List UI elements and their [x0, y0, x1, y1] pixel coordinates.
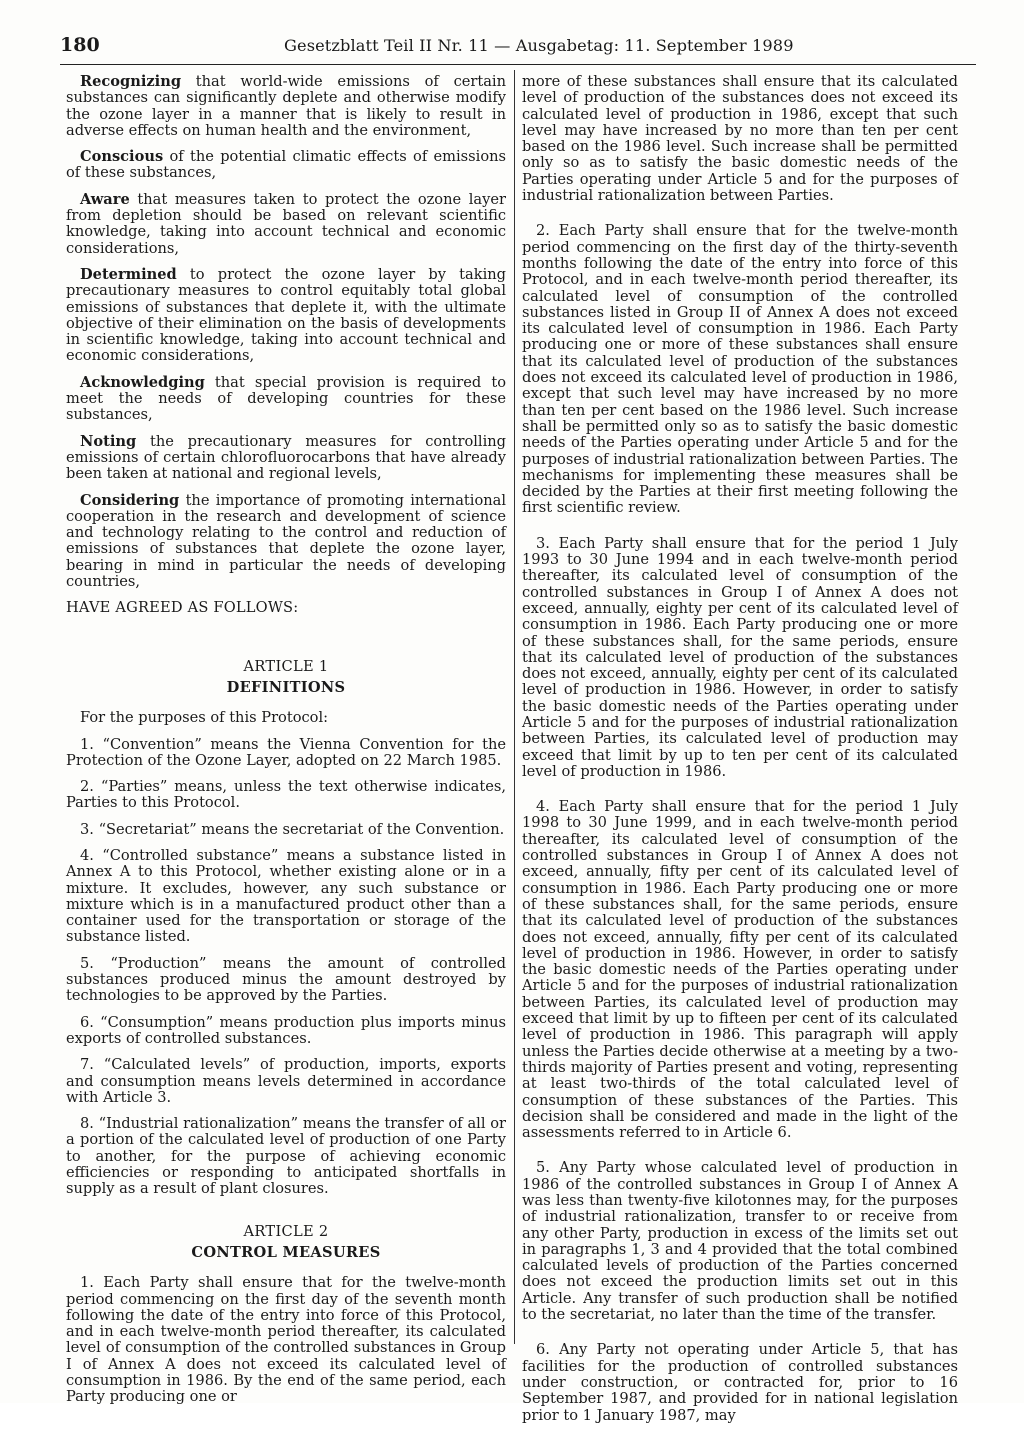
preamble-paragraph — [66, 434, 506, 483]
control-measure-paragraph: 2. Each Party shall ensure that for the twelve-month period commencing on the first day of the thirty-seventh months following the date of the entry into force of this Protocol, and in each twelve-month period thereafter, its calculated level of consumption of the controlled substances listed in Group II of Annex A does not exceed its calculated level of consumption in 1986. Each Party producing one or more of these substances shall ensure that its calculated level of production of the substances does not exceed its calculated level of production in 1986, except that such level may have increased by no more than ten per cent based on the 1986 level. Such increase shall be permitted only so as to satisfy the basic domestic needs of the Parties operating under Article 5 and for the purposes of industrial rationalization between Parties. The mechanisms for implementing these measures shall be decided by the Parties at their first meeting following the first scientific review. — [522, 222, 958, 517]
preamble-text: of the potential climatic effects of emissions of these substances, — [66, 148, 506, 182]
preamble-text: to protect the ozone layer by taking precautionary measures to control equitably total global emissions of substances that deplete it, with the ultimate objective of their elimination on the basis of developments in scientific knowledge, taking into account technical and economic considerations, — [66, 265, 506, 365]
definitions-intro: For the purposes of this Protocol: — [80, 709, 329, 727]
running-head: Gesetzblatt Teil II Nr. 11 — Ausgabetag: 11. September 1989 — [284, 36, 794, 55]
agreed-statement: HAVE AGREED AS FOLLOWS: — [66, 599, 299, 617]
preamble-keyword: Determined — [80, 265, 177, 283]
article-1-title: ARTICLE 1 — [243, 657, 329, 675]
preamble-keyword: Noting — [80, 432, 137, 450]
preamble-paragraph — [66, 74, 506, 139]
control-measure-paragraph: 4. Each Party shall ensure that for the period 1 July 1998 to 30 June 1999, and in each twelve-month period thereafter, its calculated level of consumption of the controlled substances in Group I of Annex A does not exceed, annually, fifty per cent of its calculated level of consumption in 1986. Each Party producing one or more of these substances shall, for the same periods, ensure that its calculated level of production of the substances does not exceed, annually, fifty per cent of its calculated level of production in 1986. However, in order to satisfy the basic domestic needs of the Parties operating under Article 5 and for the purposes of industrial rationalization between Parties, its calculated level of production may exceed that limit by up to fifteen per cent of its calculated level of production in 1986. This paragraph will apply unless the Parties decide otherwise at a meeting by a two-thirds majority of Parties present and voting, representing at least two-thirds of the total calculated level of consumption of these substances of the Parties. This decision shall be considered and made in the light of the assessments referred to in Article 6. — [522, 798, 958, 1142]
definition-item: 4. “Controlled substance” means a substance listed in Annex A to this Protocol, whether existing alone or in a mixture. It excludes, however, any such substance or mixture which is in a manufactured product other than a container used for the transportation or storage of the substance listed. — [66, 846, 506, 946]
page-header — [60, 34, 990, 60]
header-rule — [60, 64, 976, 65]
preamble-text: the importance of promoting international cooperation in the research and development of science and technology relating to the control and reduction of emissions of substances that deplete the ozone layer, bearing in mind in particular the needs of developing countries, — [66, 491, 506, 591]
preamble-keyword: Acknowledging — [80, 373, 205, 391]
preamble-text: that special provision is required to meet the needs of developing countries for these substances, — [66, 373, 506, 424]
preamble-paragraph — [66, 493, 506, 591]
preamble-text: the precautionary measures for controlling emissions of certain chlorofluorocarbons that have already been taken at national and regional levels, — [66, 432, 506, 483]
article-2-heading: CONTROL MEASURES — [191, 1243, 381, 1261]
preamble-paragraph — [66, 267, 506, 365]
definition-item: 2. “Parties” means, unless the text otherwise indicates, Parties to this Protocol. — [66, 778, 506, 812]
preamble-paragraph — [66, 375, 506, 424]
control-measure-paragraph: 3. Each Party shall ensure that for the period 1 July 1993 to 30 June 1994 and in each twelve-month period thereafter, its calculated level of consumption of the controlled substances in Group I of Annex A does not exceed, annually, eighty per cent of its calculated level of consumption in 1986. Each Party producing one or more of these substances shall, for the same periods, ensure that its calculated level of production of the substances does not exceed, annually, eighty per cent of its calculated level of production in 1986. However, in order to satisfy the basic domestic needs of the Parties operating under Article 5 and for the purposes of industrial rationalization between Parties, its calculated level of production may exceed that limit by up to ten per cent of its calculated level of production in 1986. — [522, 534, 958, 780]
right-column — [522, 74, 958, 1443]
preamble-keyword: Aware — [80, 190, 130, 208]
preamble-paragraph — [66, 149, 506, 182]
preamble-keyword: Recognizing — [80, 73, 182, 90]
article-2-title: ARTICLE 2 — [243, 1222, 329, 1240]
control-measure-continuation: more of these substances shall ensure that its calculated level of production of the substances does not exceed its calculated level of production in 1986, except that such level may have increased by no more than ten per cent based on the 1986 level. Such increase shall be permitted only so as to satisfy the basic domestic needs of the Parties operating under Article 5 and for the purposes of industrial rationalization between Parties. — [522, 73, 958, 205]
preamble-keyword: Conscious — [80, 148, 164, 166]
definition-item: 5. “Production” means the amount of controlled substances produced minus the amount destroyed by technologies to be approved by the Parties. — [66, 954, 506, 1005]
control-measure-paragraph: 1. Each Party shall ensure that for the twelve-month period commencing on the first day of the seventh month following the date of the entry into force of this Protocol, and in each twelve-month period thereafter, its calculated level of consumption of the controlled substances in Group I of Annex A does not exceed its calculated level of consumption in 1986. By the end of the same period, each Party producing one or — [66, 1274, 506, 1406]
control-measure-paragraph: 6. Any Party not operating under Article 5, that has facilities for the production of controlled substances under construction, or contracted for, prior to 16 September 1987, and provided for in national legislation prior to 1 January 1987, may — [522, 1341, 958, 1424]
preamble-text: that world-wide emissions of certain substances can significantly deplete and otherwise modify the ozone layer in a manner that is likely to result in adverse effects on human health and the environment, — [66, 73, 506, 139]
definition-item: 8. “Industrial rationalization” means the transfer of all or a portion of the calculated level of production of one Party to another, for the purpose of achieving economic efficiencies or responding to anticipated shortfalls in supply as a result of plant closures. — [66, 1115, 506, 1198]
definition-item: 3. “Secretariat” means the secretariat of the Convention. — [80, 820, 505, 838]
page-number: 180 — [60, 34, 100, 56]
definition-item: 7. “Calculated levels” of production, imports, exports and consumption means levels determined in accordance with Article 3. — [66, 1056, 506, 1106]
preamble-paragraph — [66, 192, 506, 257]
left-column — [66, 74, 506, 1416]
definition-item: 1. “Convention” means the Vienna Convention for the Protection of the Ozone Layer, adopted on 22 March 1985. — [66, 735, 506, 769]
control-measure-paragraph: 5. Any Party whose calculated level of production in 1986 of the controlled substances in Group I of Annex A was less than twenty-five kilotonnes may, for the purposes of industrial rationalization, transfer to or receive from any other Party, production in excess of the limits set out in paragraphs 1, 3 and 4 provided that the total combined calculated levels of production of the Parties concerned does not exceed the production limits set out in this Article. Any transfer of such production shall be notified to the secretariat, no later than the time of the transfer. — [522, 1159, 958, 1324]
article-1-heading: DEFINITIONS — [226, 678, 346, 696]
definition-item: 6. “Consumption” means production plus imports minus exports of controlled substances. — [66, 1013, 506, 1047]
preamble-keyword: Considering — [80, 491, 180, 509]
preamble-text: that measures taken to protect the ozone layer from depletion should be based on relevant scientific knowledge, taking into account technical and economic considerations, — [66, 190, 506, 257]
column-divider — [514, 70, 515, 1344]
